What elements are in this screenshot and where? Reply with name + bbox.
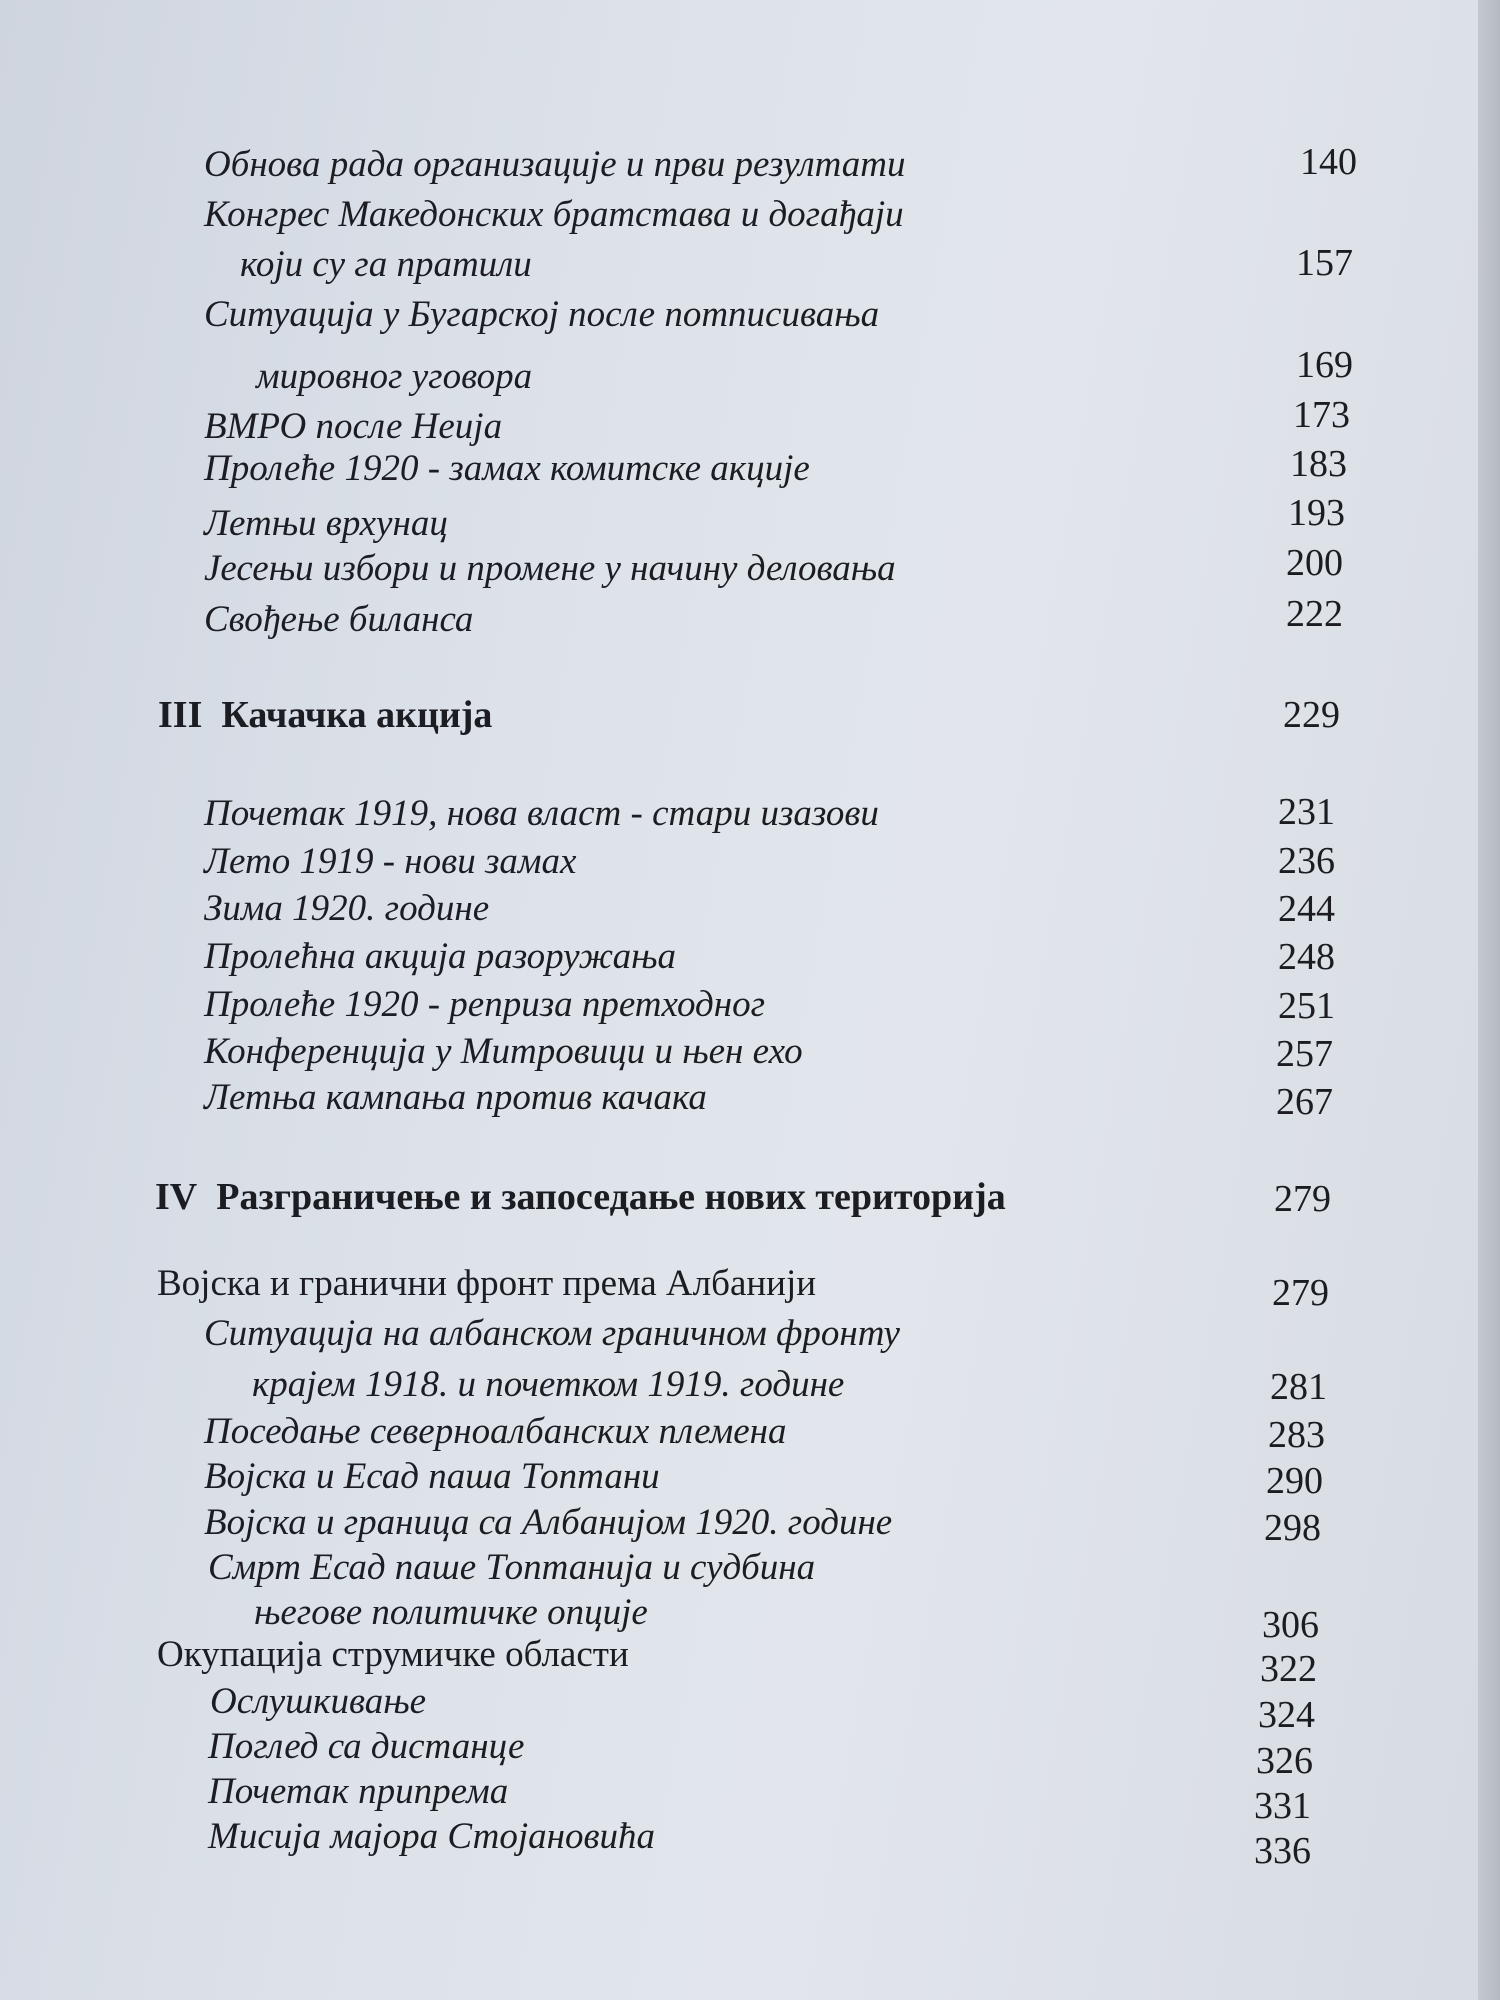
toc-entry: Војска и граница са Албанијом 1920. године (204, 1502, 893, 1543)
toc-entry: Зима 1920. године (204, 888, 490, 929)
toc-entry: Поседање северноалбанских племена (204, 1411, 787, 1452)
toc-page-number: 324 (1258, 1694, 1315, 1736)
toc-page-number: 236 (1278, 840, 1335, 882)
toc-page-number: 322 (1260, 1648, 1317, 1690)
toc-page-number: 267 (1276, 1081, 1333, 1123)
toc-section: Окупација струмичке области (157, 1634, 629, 1675)
toc-entry: Поглед са дистанце (208, 1726, 525, 1767)
toc-page-number: 257 (1276, 1033, 1333, 1075)
toc-page-number: 222 (1286, 593, 1343, 635)
toc-entry: Лето 1919 - нови замах (204, 841, 577, 882)
toc-page-number: 157 (1296, 242, 1353, 284)
toc-entry: Пролеће 1920 - замах комитске акције (204, 448, 810, 489)
toc-entry: Летњи врхунац (204, 503, 448, 544)
toc-entry: Ослушкивање (210, 1681, 427, 1722)
toc-entry-continued: мировног уговора (256, 356, 533, 397)
page-edge (1478, 0, 1500, 2000)
toc-page-number: 279 (1274, 1178, 1331, 1220)
toc-page-number: 279 (1272, 1272, 1329, 1314)
toc-page-number: 336 (1254, 1830, 1311, 1872)
toc-entry: Ситуација на албанском граничном фронту (204, 1313, 900, 1354)
toc-entry: Свођење биланса (204, 599, 474, 640)
chapter-numeral: IV (155, 1176, 198, 1218)
toc-page-number: 231 (1278, 791, 1335, 833)
toc-page-number: 173 (1293, 394, 1350, 436)
chapter-heading (158, 693, 492, 737)
toc-entry: Почетак припрема (208, 1771, 509, 1812)
toc-page-number: 298 (1264, 1507, 1321, 1549)
toc-entry: Мисија мајора Стојановића (208, 1816, 656, 1857)
chapter-title: Качачка акција (221, 694, 493, 736)
toc-entry: ВМРО после Неија (204, 406, 503, 447)
toc-page-number: 281 (1270, 1366, 1327, 1408)
toc-page-number: 183 (1290, 443, 1347, 485)
toc-entry: Почетак 1919, нова власт - стари изазови (204, 793, 879, 834)
toc-entry: Конференција у Митровици и њен ехо (204, 1031, 803, 1072)
chapter-heading (155, 1175, 1006, 1219)
chapter-numeral: III (158, 694, 203, 736)
toc-entry: Летња кампања против качака (204, 1077, 707, 1118)
toc-page-number: 169 (1296, 344, 1353, 386)
chapter-title: Разграничење и запоседање нових територија (216, 1176, 1006, 1218)
toc-page-number: 244 (1278, 888, 1335, 930)
toc-entry: Пролеће 1920 - реприза претходног (204, 984, 766, 1025)
toc-section: Војска и гранични фронт према Албанији (157, 1263, 817, 1304)
toc-page-number: 290 (1266, 1460, 1323, 1502)
toc-page-number: 140 (1300, 141, 1357, 183)
toc-page-number: 229 (1283, 694, 1340, 736)
toc-entry: Ситуација у Бугарској после потписивања (204, 294, 880, 335)
toc-entry: Смрт Есад паше Топтанија и судбина (208, 1547, 816, 1588)
toc-entry-continued: његове политичке опције (254, 1592, 648, 1633)
toc-page-number: 283 (1268, 1414, 1325, 1456)
toc-page-number: 193 (1288, 492, 1345, 534)
toc-entry: Обнова рада организације и први резултати (204, 144, 906, 185)
toc-page-number: 248 (1278, 936, 1335, 978)
toc-entry: Конгрес Македонских братстава и догађаји (204, 194, 904, 235)
toc-page-number: 331 (1254, 1785, 1311, 1827)
toc-entry-continued: крајем 1918. и почетком 1919. године (252, 1364, 845, 1405)
toc-entry: Војска и Есад паша Топтани (204, 1456, 660, 1497)
toc-entry: Јесењи избори и промене у начину деловања (204, 548, 896, 589)
toc-entry: Пролећна акција разоружања (204, 936, 676, 977)
toc-page-number: 200 (1286, 542, 1343, 584)
toc-page-number: 251 (1278, 985, 1335, 1027)
toc-page-number: 326 (1256, 1740, 1313, 1782)
toc-entry-continued: који су га пратили (240, 244, 532, 285)
toc-page-number: 306 (1262, 1604, 1319, 1646)
